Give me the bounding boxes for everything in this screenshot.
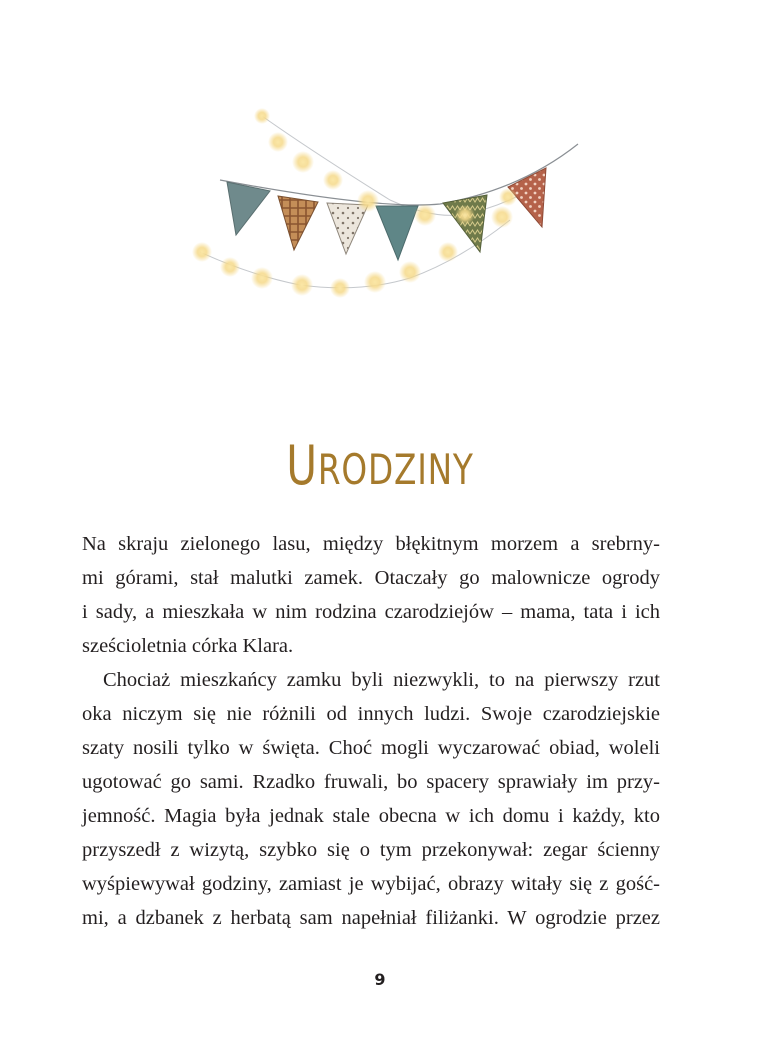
- bunting-illustration: [190, 100, 590, 310]
- chapter-title: [84, 426, 677, 510]
- text-line: oka niczym się nie różnili od innych ludzi. Swoje czarodziejskie: [82, 703, 660, 725]
- page-number: 9: [374, 970, 386, 989]
- text-line: Na skraju zielonego lasu, między błękitnym morzem a srebrny-: [82, 533, 660, 555]
- text-line: sześcioletnia córka Klara.: [82, 635, 294, 657]
- bunting-garland-icon: [190, 100, 590, 310]
- text-line: Chociaż mieszkańcy zamku byli niezwykli, to na pierwszy rzut: [103, 669, 660, 691]
- text-line: szaty nosili tylko w święta. Choć mogli wyczarować obiad, woleli: [82, 737, 660, 759]
- text-line: mi, a dzbanek z herbatą sam napełniał filiżanki. W ogrodzie przez: [82, 907, 660, 929]
- chapter-body-text: [82, 527, 660, 935]
- text-line: jemność. Magia była jednak stale obecna w ich domu i każdy, kto: [82, 805, 660, 827]
- text-line: mi górami, stał malutki zamek. Otaczały go malownicze ogrody: [82, 567, 660, 589]
- chapter-title-initial: U: [286, 433, 318, 497]
- text-line: przyszedł z wizytą, szybko się o tym przekonywał: zegar ścienny: [82, 839, 660, 861]
- text-line: ugotować go sami. Rzadko fruwali, bo spacery sprawiały im przy-: [82, 771, 660, 793]
- chapter-title-rest: RODZINY: [317, 444, 474, 494]
- text-line: wyśpiewywał godziny, zamiast je wybijać, obrazy witały się z gość-: [82, 873, 660, 895]
- text-line: i sady, a mieszkała w nim rodzina czarodziejów – mama, tata i ich: [82, 601, 660, 623]
